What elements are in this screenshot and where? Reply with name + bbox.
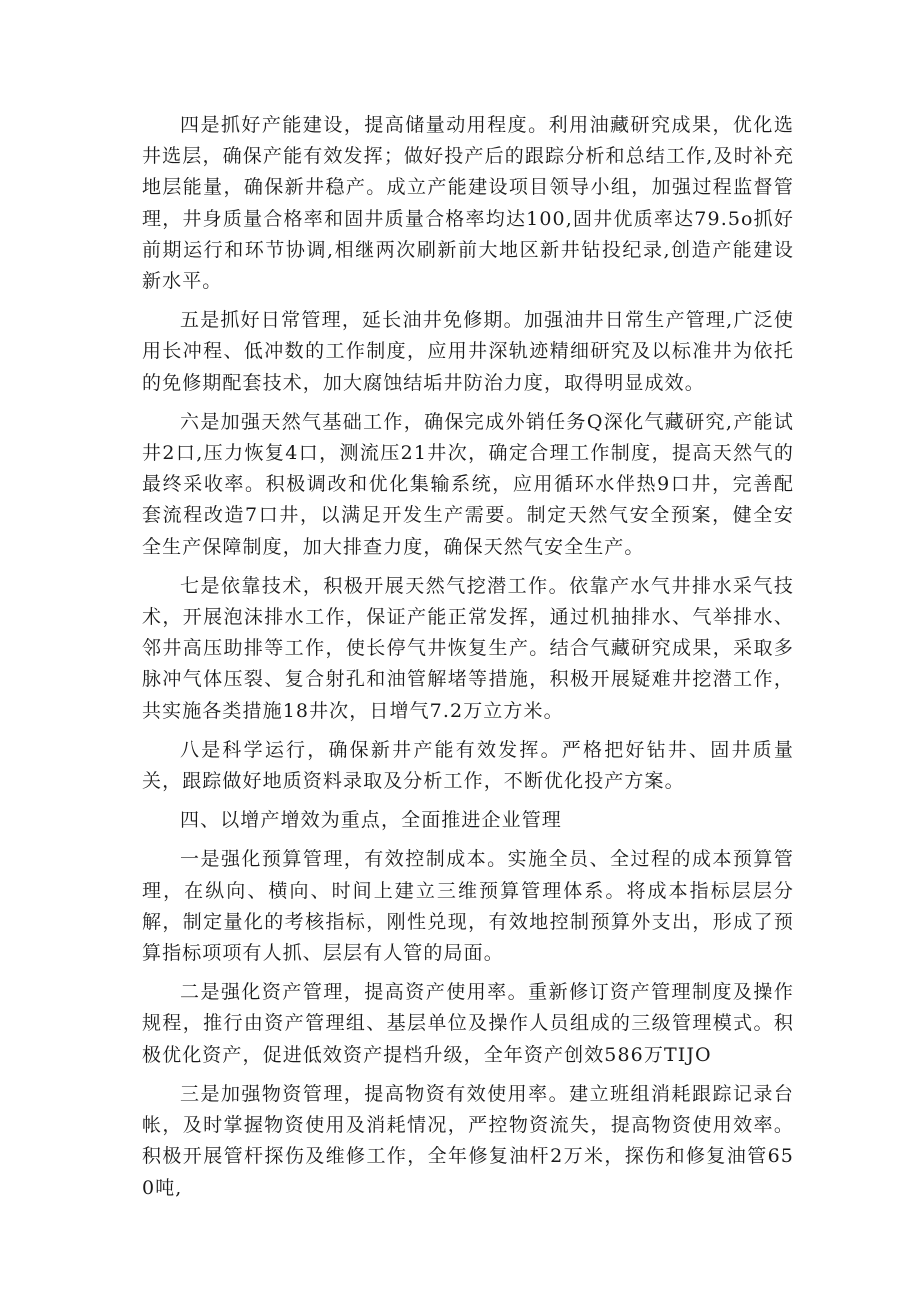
- document-body: [142, 110, 794, 1212]
- paragraph-budget-management: 一是强化预算管理，有效控制成本。实施全员、全过程的成本预算管理，在纵向、横向、时间上建立三维预算管理体系。将成本指标层层分解，制定量化的考核指标，刚性兑现，有效地控制预算外支出，形成了预算指标项项有人抓、层层有人管的局面。: [142, 848, 794, 965]
- paragraph-capacity-building: 四是抓好产能建设，提高储量动用程度。利用油藏研究成果，优化选井选层，确保产能有效发挥；做好投产后的跟踪分析和总结工作,及时补充地层能量，确保新井稳产。成立产能建设项目领导小组，加强过程监督管理，井身质量合格率和固井质量合格率均达100,固井优质率达79.5o抓好前期运行和环节协调,相继两次刷新前大地区新井钻投纪录,创造产能建设新水平。: [142, 114, 794, 293]
- paragraph-natural-gas-basics: 六是加强天然气基础工作，确保完成外销任务Q深化气藏研究,产能试井2口,压力恢复4口，测流压21井次，确定合理工作制度，提高天然气的最终采收率。积极调改和优化集输系统，应用循环水伴热9口井，完善配套流程改造7口井，以满足开发生产需要。制定天然气安全预案，健全安全生产保障制度，加大排查力度，确保天然气安全生产。: [142, 410, 794, 558]
- paragraph-materials-management: 三是加强物资管理，提高物资有效使用率。建立班组消耗跟踪记录台帐，及时掌握物资使用及消耗情况，严控物资流失，提高物资使用效率。积极开展管杆探伤及维修工作，全年修复油杆2万米，探伤和修复油管650吨,: [142, 1082, 794, 1199]
- paragraph-daily-management: 五是抓好日常管理，延长油井免修期。加强油井日常生产管理,广泛使用长冲程、低冲数的工作制度，应用井深轨迹精细研究及以标准井为依托的免修期配套技术，加大腐蚀结垢井防治力度，取得明显成效。: [142, 309, 794, 394]
- paragraph-asset-management: 二是强化资产管理，提高资产使用率。重新修订资产管理制度及操作规程，推行由资产管理组、基层单位及操作人员组成的三级管理模式。积极优化资产，促进低效资产提档升级，全年资产创效586万TIJO: [142, 981, 794, 1066]
- paragraph-scientific-operation: 八是科学运行，确保新井产能有效发挥。严格把好钻井、固井质量关，跟踪做好地质资料录取及分析工作，不断优化投产方案。: [142, 738, 794, 793]
- section-heading: 四、以增产增效为重点，全面推进企业管理: [180, 809, 562, 832]
- paragraph-gas-potential: 七是依靠技术，积极开展天然气挖潜工作。依靠产水气井排水采气技术，开展泡沫排水工作，保证产能正常发挥，通过机抽排水、气举排水、邻井高压助排等工作，使长停气井恢复生产。结合气藏研究成果，采取多脉冲气体压裂、复合射孔和油管解堵等措施，积极开展疑难井挖潜工作，共实施各类措施18井次，日增气7.2万立方米。: [142, 574, 794, 722]
